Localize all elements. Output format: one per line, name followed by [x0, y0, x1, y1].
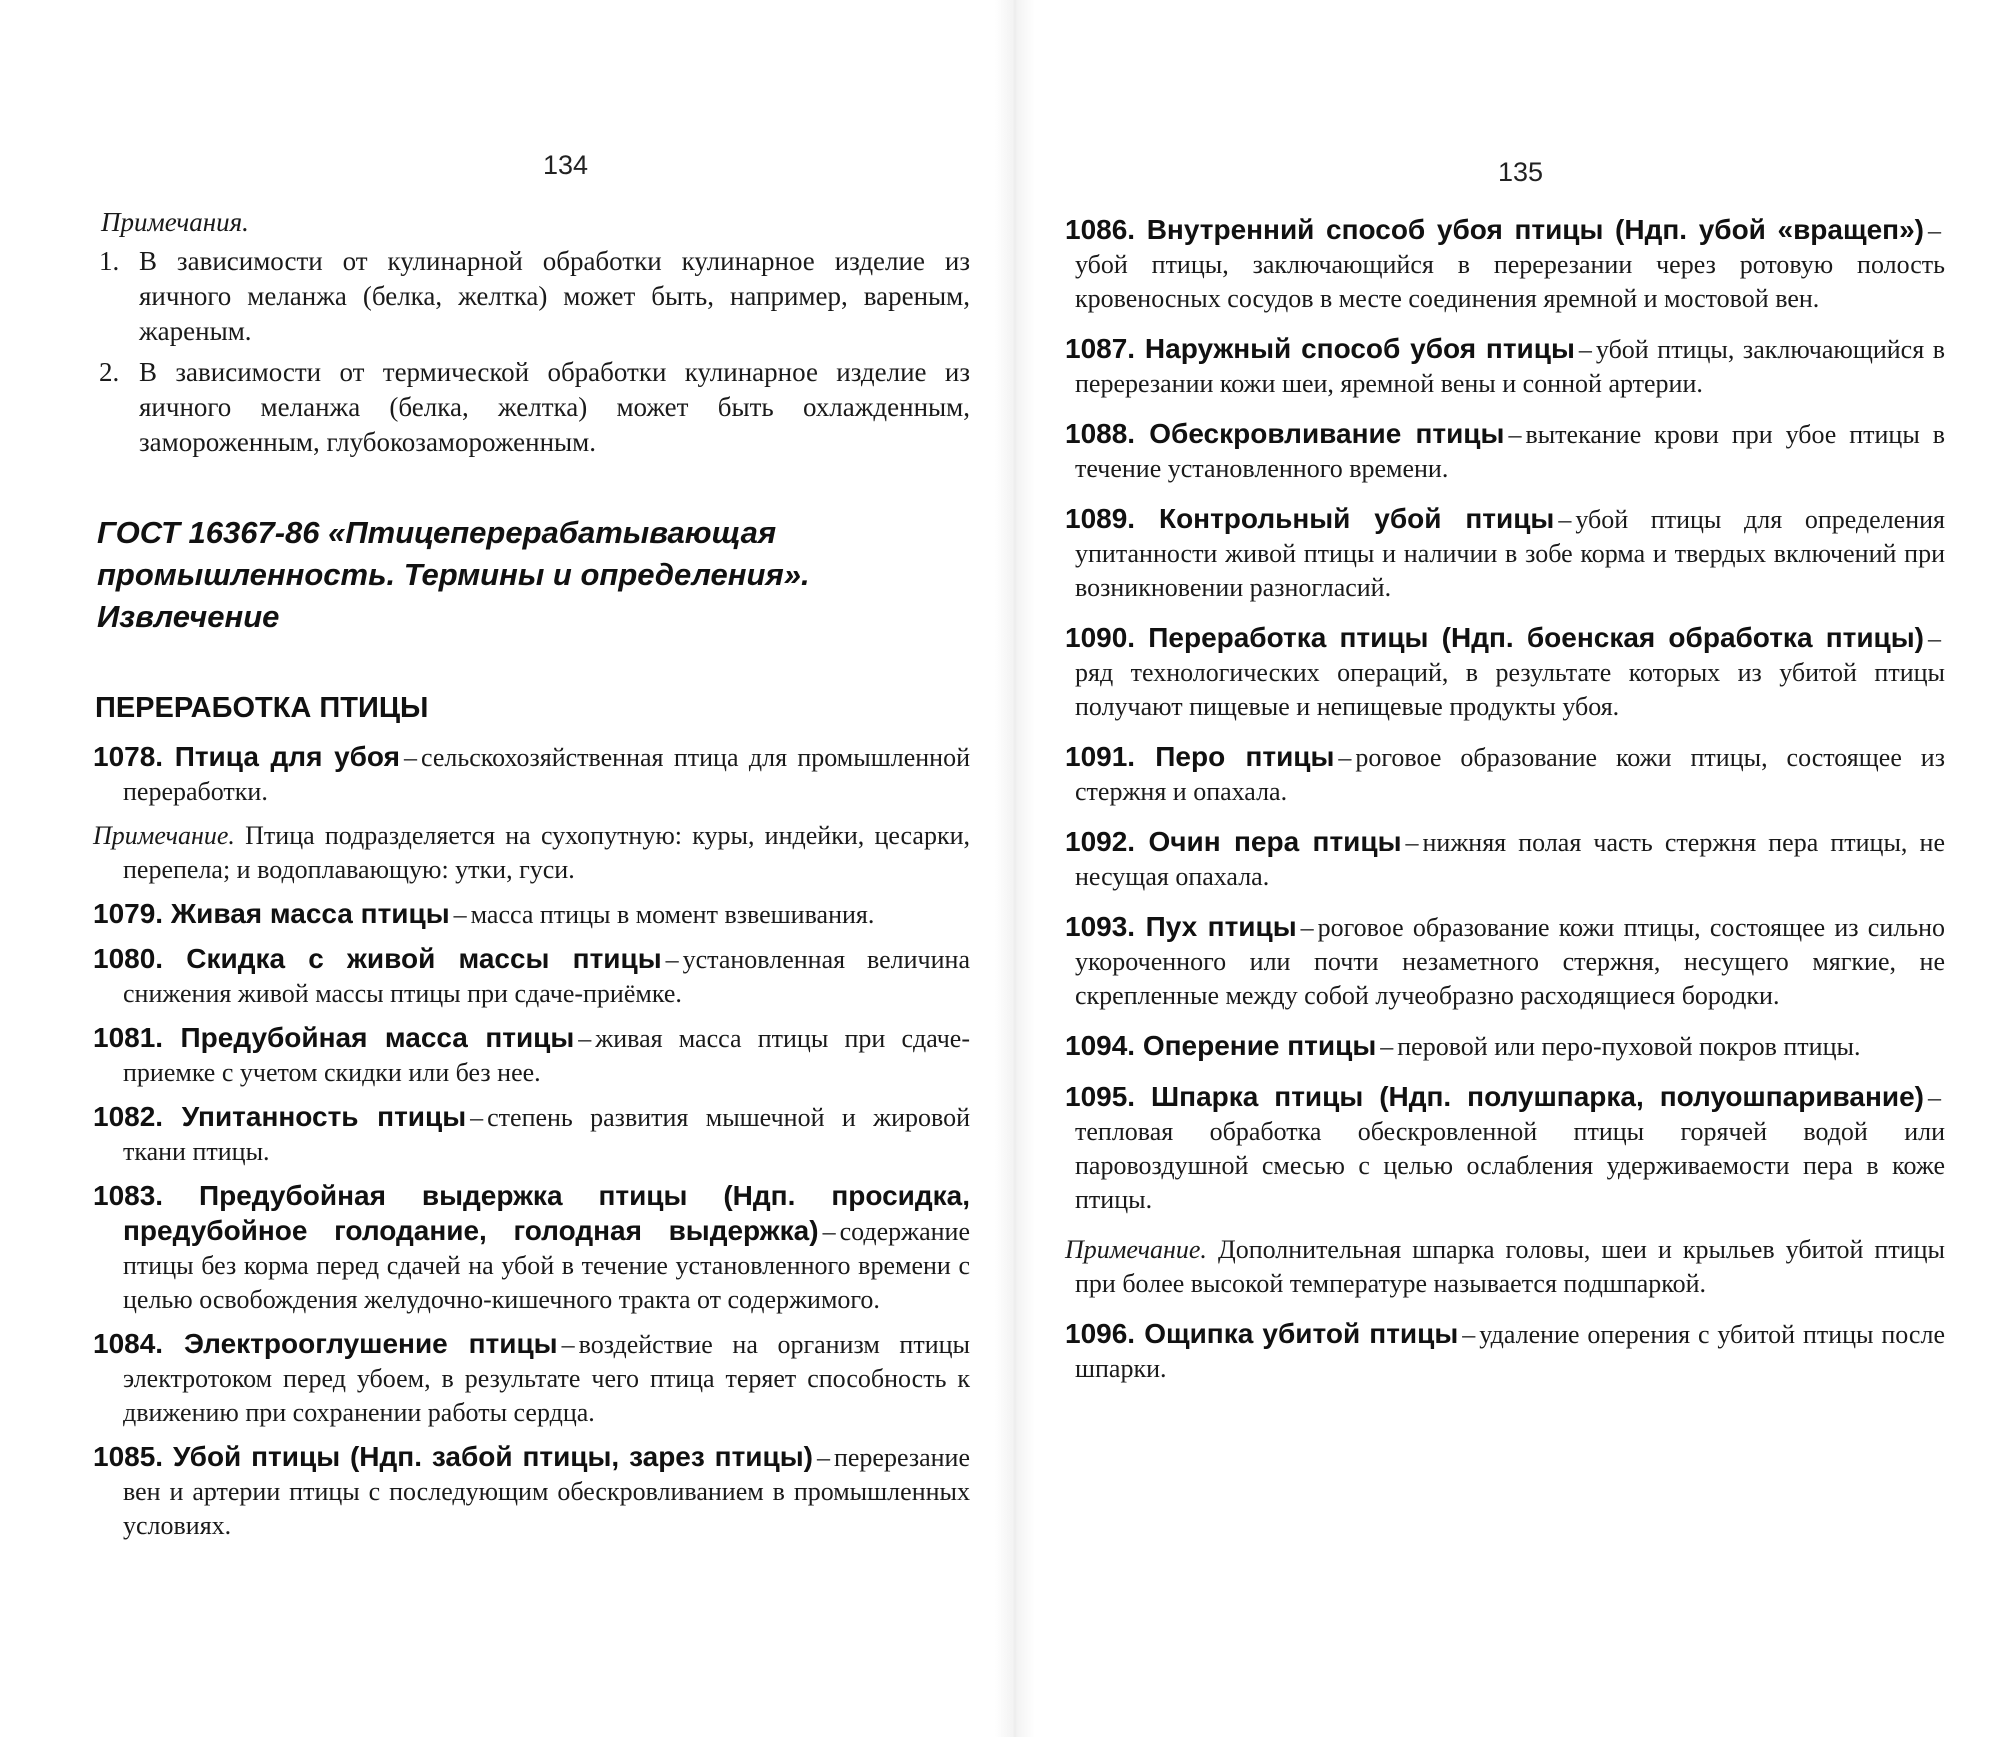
term-entry [1065, 1029, 1945, 1064]
term-entry [85, 942, 970, 1011]
book-spine [995, 0, 1035, 1737]
left-page [85, 0, 970, 1737]
gost-title: ГОСТ 16367-86 «Птицеперерабатывающая промышленность. Термины и определения». Извлечение [97, 515, 810, 634]
term-dash: – [1558, 505, 1572, 534]
term-definition: убой птицы, заключающийся в перерезании через ротовую полость кровеносных сосудов в месте соединения яремной и мостовой вен. [1075, 250, 1945, 313]
term-definition: установленная величина снижения живой массы птицы при сдаче-приёмке. [123, 945, 970, 1008]
term-heading: 1078. Птица для убоя [93, 741, 401, 772]
term-dash: – [1928, 1083, 1941, 1112]
term-note [1065, 1233, 1945, 1301]
note-number: 2. [99, 357, 120, 387]
term-dash: – [1928, 216, 1941, 245]
note-number: 1. [99, 246, 120, 276]
numbered-note [85, 355, 970, 460]
term-entry [1065, 1317, 1945, 1386]
term-definition: сельскохозяйственная птица для промышленной переработки. [123, 743, 971, 806]
term-dash: – [453, 900, 467, 929]
term-dash: – [1300, 913, 1314, 942]
term-definition: содержание птицы без корма перед сдачей на убой в течение установленного времени с целью освобождения желудочно-кишечного тракта от содержимого. [123, 1217, 970, 1314]
term-dash: – [561, 1330, 575, 1359]
term-definition: тепловая обработка обескровленной птицы горячей водой или паровоздушной смесью с целью ослабления удерживаемости пера в коже птицы. [1075, 1117, 1945, 1214]
term-dash: – [1462, 1320, 1476, 1349]
term-dash: – [1338, 743, 1352, 772]
term-note [85, 819, 970, 887]
term-dash: – [1380, 1032, 1394, 1061]
term-definition: масса птицы в момент взвешивания. [470, 900, 875, 929]
term-dash: – [822, 1217, 836, 1246]
term-heading: 1092. Очин пера птицы [1065, 826, 1402, 857]
term-definition: живая масса птицы при сдаче-приемке с учетом скидки или без нее. [123, 1024, 971, 1087]
term-definition: воздействие на организм птицы электротоком перед убоем, в результате чего птица теряет способность к движению при сохранении работы сердца. [123, 1330, 970, 1427]
term-heading: 1081. Предубойная масса птицы [93, 1022, 575, 1053]
term-heading: 1095. Шпарка птицы (Ндп. полушпарка, полуошпаривание) [1065, 1081, 1924, 1112]
term-entry [85, 1179, 970, 1317]
term-dash: – [578, 1024, 592, 1053]
term-heading: 1085. Убой птицы (Ндп. забой птицы, зарез птицы) [93, 1441, 813, 1472]
term-dash: – [1508, 420, 1522, 449]
term-dash: – [1928, 624, 1941, 653]
term-entry [85, 1021, 970, 1090]
term-heading: 1090. Переработка птицы (Ндп. боенская обработка птицы) [1065, 622, 1924, 653]
note-text: В зависимости от термической обработки кулинарное изделие из яичного меланжа (белка, желтка) может быть охлажденным, замороженным, глубокозамороженным. [139, 357, 970, 457]
term-dash: – [665, 945, 679, 974]
term-entry [85, 897, 970, 932]
term-definition: нижняя полая часть стержня пера птицы, не несущая опахала. [1075, 828, 1945, 891]
note-text: Птица подразделяется на сухопутную: куры, индейки, цесарки, перепела; и водоплавающую: утки, гуси. [123, 821, 971, 884]
term-definition: перовой или перо-пуховой покров птицы. [1397, 1032, 1861, 1061]
note-text: В зависимости от кулинарной обработки кулинарное изделие из яичного меланжа (белка, желтка) может быть, например, вареным, жареным. [139, 246, 970, 346]
term-definition: убой птицы, заключающийся в перерезании кожи шеи, яремной вены и сонной артерии. [1075, 335, 1946, 398]
term-entry [1065, 213, 1945, 316]
term-definition: роговое образование кожи птицы, состоящее из стержня и опахала. [1075, 743, 1945, 806]
notes-heading: Примечания. [101, 207, 249, 237]
term-definition: роговое образование кожи птицы, состоящее из сильно укороченного или почти незаметного стержня, несущего мягкие, не скрепленные между собой лучеобразно расходящиеся бородки. [1075, 913, 1946, 1010]
term-entry [85, 1440, 970, 1543]
term-definition: ряд технологических операций, в результате которых из убитой птицы получают пищевые и непищевые продукты убоя. [1075, 658, 1945, 721]
term-heading: 1094. Оперение птицы [1065, 1030, 1377, 1061]
term-heading: 1086. Внутренний способ убоя птицы (Ндп. убой «вращеп») [1065, 214, 1924, 245]
term-definition: удаление оперения с убитой птицы после шпарки. [1075, 1320, 1945, 1383]
term-entry [1065, 332, 1945, 401]
term-definition: убой птицы для определения упитанности живой птицы и наличии в зобе корма и твердых включений при возникновении разногласий. [1075, 505, 1946, 602]
term-entry [85, 1100, 970, 1169]
term-dash: – [404, 743, 418, 772]
term-heading: 1087. Наружный способ убоя птицы [1065, 333, 1575, 364]
term-heading: 1088. Обескровливание птицы [1065, 418, 1505, 449]
term-entry [1065, 502, 1945, 605]
note-text: Дополнительная шпарка головы, шеи и крыльев убитой птицы при более высокой температуре называется подшпаркой. [1075, 1235, 1945, 1298]
term-heading: 1084. Электрооглушение птицы [93, 1328, 558, 1359]
section-heading: ПЕРЕРАБОТКА ПТИЦЫ [95, 692, 429, 724]
term-entry [1065, 910, 1945, 1013]
term-entry [1065, 621, 1945, 724]
term-dash: – [816, 1443, 830, 1472]
left-page-content [85, 205, 970, 1553]
term-heading: 1096. Ощипка убитой птицы [1065, 1318, 1459, 1349]
term-definition: вытекание крови при убое птицы в течение установленного времени. [1075, 420, 1945, 483]
term-heading: 1089. Контрольный убой птицы [1065, 503, 1555, 534]
term-entry [1065, 740, 1945, 809]
term-entry [1065, 417, 1945, 486]
page-number-left: 134 [543, 150, 589, 180]
term-dash: – [1578, 335, 1592, 364]
term-dash: – [1405, 828, 1419, 857]
term-heading: 1083. Предубойная выдержка птицы (Ндп. просидка, предубойное голодание, голодная выдержка) [93, 1180, 970, 1246]
term-entry [1065, 825, 1945, 894]
term-heading: 1091. Перо птицы [1065, 741, 1335, 772]
term-heading: 1093. Пух птицы [1065, 911, 1297, 942]
numbered-note [85, 244, 970, 349]
term-heading: 1082. Упитанность птицы [93, 1101, 467, 1132]
note-label: Примечание. [93, 821, 235, 850]
term-heading: 1080. Скидка с живой массы птицы [93, 943, 662, 974]
page-number-right: 135 [1498, 157, 1544, 187]
term-entry [85, 740, 970, 809]
term-dash: – [470, 1103, 484, 1132]
term-heading: 1079. Живая масса птицы [93, 898, 450, 929]
right-page [1065, 0, 1945, 1737]
term-entry [1065, 1080, 1945, 1217]
term-definition: перерезание вен и артерии птицы с последующим обескровливанием в промышленных условиях. [123, 1443, 970, 1540]
right-page-content [1065, 213, 1945, 1402]
note-label: Примечание. [1065, 1235, 1207, 1264]
term-entry [85, 1327, 970, 1430]
term-definition: степень развития мышечной и жировой ткани птицы. [123, 1103, 970, 1166]
